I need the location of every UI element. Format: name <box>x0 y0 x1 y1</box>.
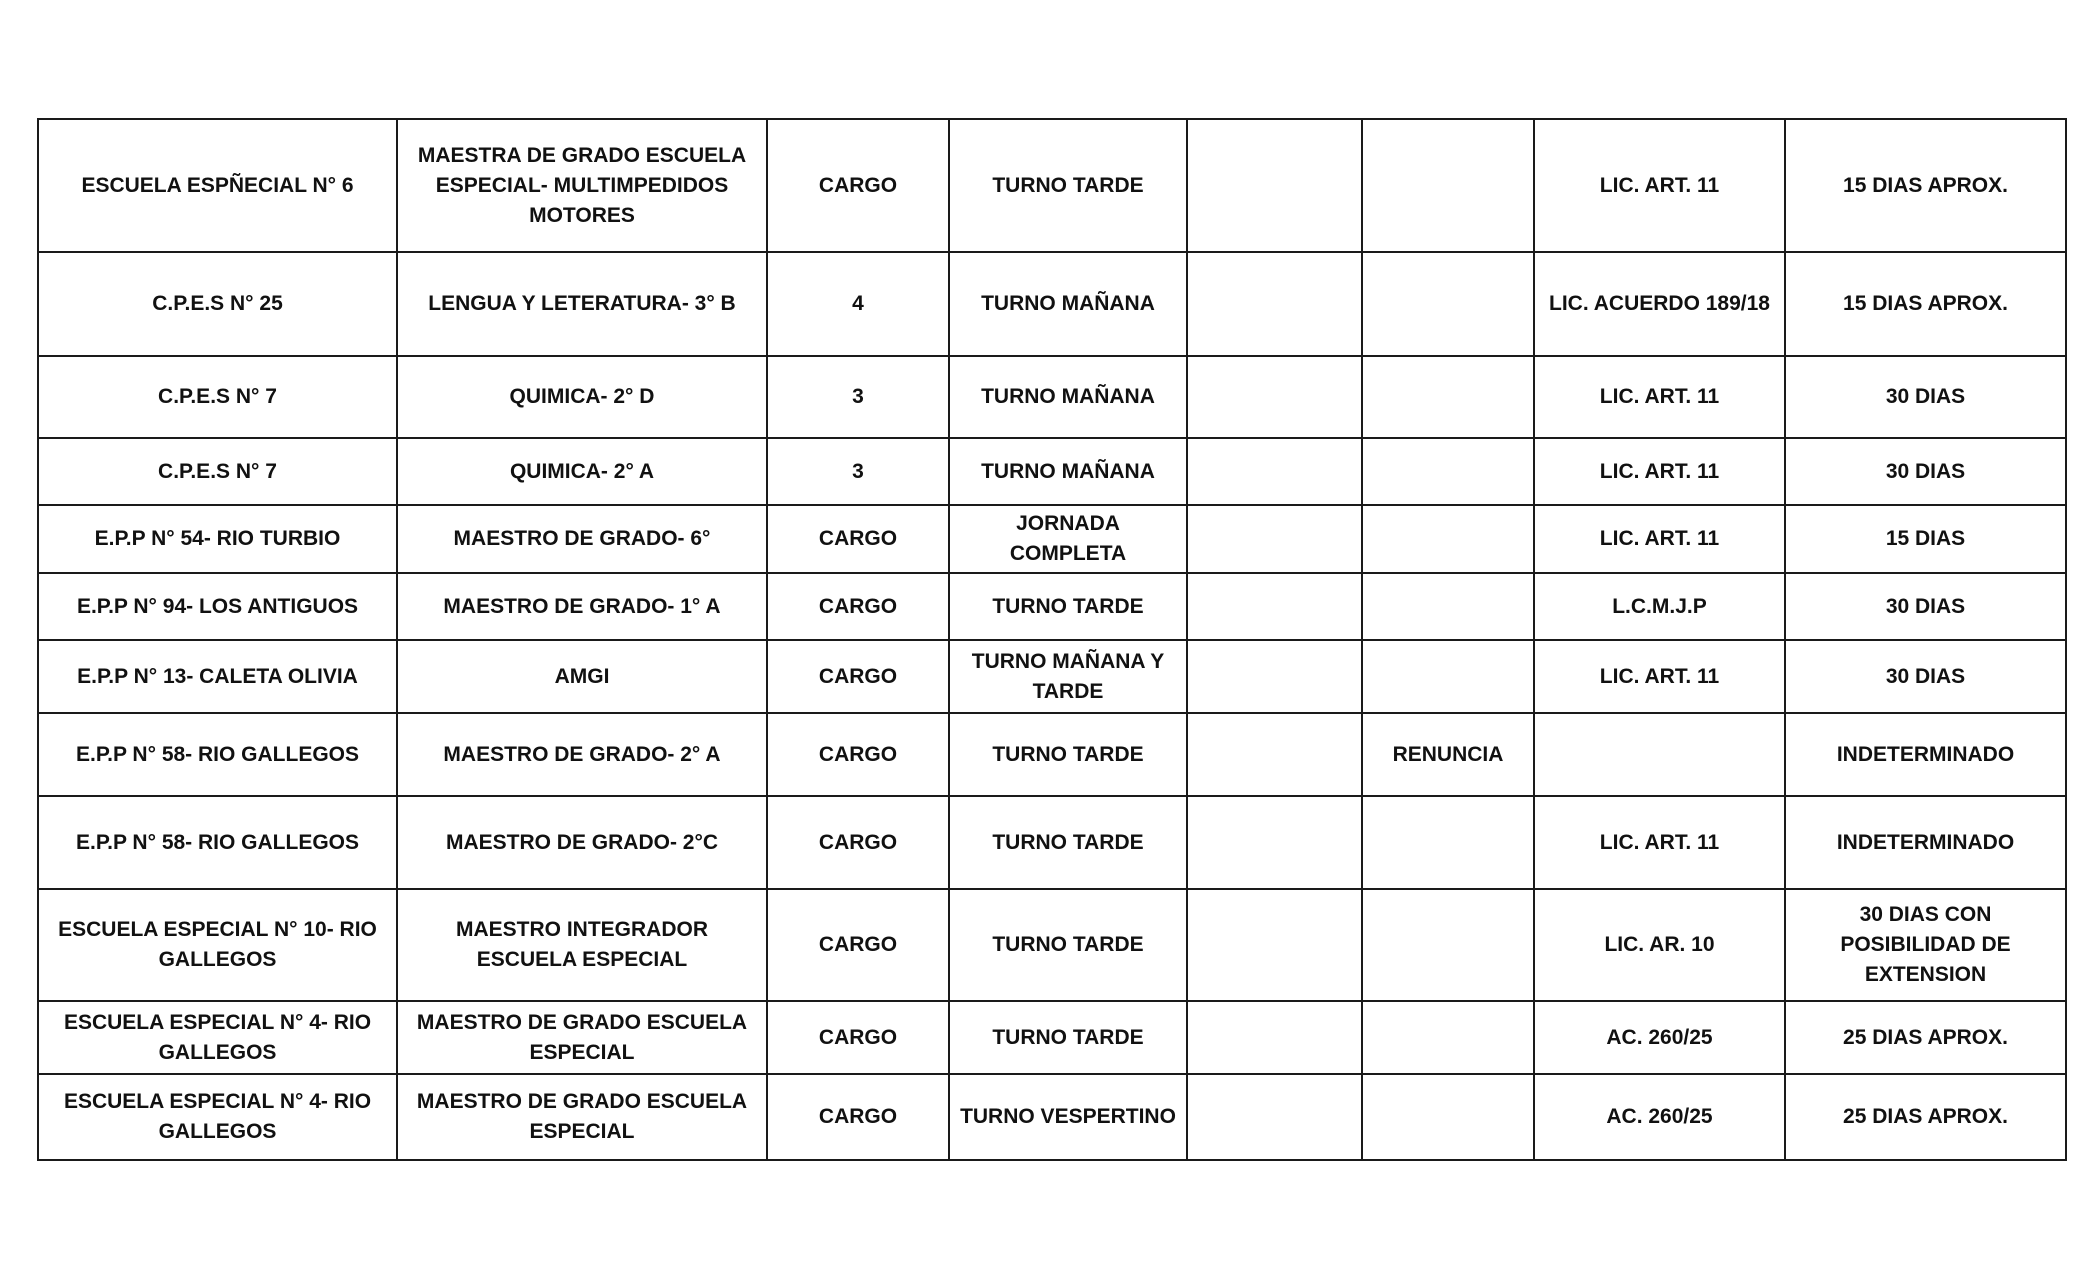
hours-cell: CARGO <box>767 573 949 640</box>
shift-cell: TURNO TARDE <box>949 1001 1187 1074</box>
table-row <box>38 119 2066 252</box>
duration-cell: 15 DIAS APROX. <box>1785 119 2066 252</box>
shift-cell: TURNO MAÑANA Y TARDE <box>949 640 1187 713</box>
blank-cell <box>1187 796 1362 889</box>
duration-cell: 30 DIAS <box>1785 573 2066 640</box>
position-cell: QUIMICA- 2° D <box>397 356 767 438</box>
license-cell: LIC. ACUERDO 189/18 <box>1534 252 1785 356</box>
blank-cell <box>1187 1074 1362 1160</box>
shift-cell: TURNO MAÑANA <box>949 356 1187 438</box>
hours-cell: CARGO <box>767 119 949 252</box>
school-cell: E.P.P N° 58- RIO GALLEGOS <box>38 713 397 796</box>
license-cell: LIC. ART. 11 <box>1534 438 1785 505</box>
hours-cell: CARGO <box>767 505 949 573</box>
reason-cell <box>1362 438 1534 505</box>
license-cell: L.C.M.J.P <box>1534 573 1785 640</box>
blank-cell <box>1187 889 1362 1001</box>
position-cell: QUIMICA- 2° A <box>397 438 767 505</box>
school-cell: E.P.P N° 13- CALETA OLIVIA <box>38 640 397 713</box>
shift-cell: TURNO TARDE <box>949 713 1187 796</box>
hours-cell: CARGO <box>767 1074 949 1160</box>
hours-cell: 3 <box>767 438 949 505</box>
position-cell: MAESTRO DE GRADO ESCUELA ESPECIAL <box>397 1001 767 1074</box>
school-cell: ESCUELA ESPECIAL N° 4- RIO GALLEGOS <box>38 1001 397 1074</box>
duration-cell: 15 DIAS APROX. <box>1785 252 2066 356</box>
reason-cell <box>1362 1074 1534 1160</box>
shift-cell: TURNO MAÑANA <box>949 252 1187 356</box>
hours-cell: 4 <box>767 252 949 356</box>
blank-cell <box>1187 119 1362 252</box>
hours-cell: CARGO <box>767 640 949 713</box>
reason-cell <box>1362 505 1534 573</box>
duration-cell: 30 DIAS <box>1785 438 2066 505</box>
position-cell: MAESTRA DE GRADO ESCUELA ESPECIAL- MULTIMPEDIDOS MOTORES <box>397 119 767 252</box>
hours-cell: CARGO <box>767 889 949 1001</box>
school-cell: C.P.E.S N° 25 <box>38 252 397 356</box>
table-row <box>38 573 2066 640</box>
blank-cell <box>1187 640 1362 713</box>
table-row <box>38 640 2066 713</box>
hours-cell: CARGO <box>767 1001 949 1074</box>
license-cell: LIC. ART. 11 <box>1534 640 1785 713</box>
license-cell: AC. 260/25 <box>1534 1074 1785 1160</box>
table-row <box>38 438 2066 505</box>
table-row <box>38 713 2066 796</box>
table-row <box>38 252 2066 356</box>
reason-cell: RENUNCIA <box>1362 713 1534 796</box>
school-cell: C.P.E.S N° 7 <box>38 356 397 438</box>
shift-cell: TURNO MAÑANA <box>949 438 1187 505</box>
hours-cell: 3 <box>767 356 949 438</box>
reason-cell <box>1362 640 1534 713</box>
hours-cell: CARGO <box>767 796 949 889</box>
table-row <box>38 1001 2066 1074</box>
license-cell: LIC. ART. 11 <box>1534 796 1785 889</box>
blank-cell <box>1187 505 1362 573</box>
shift-cell: JORNADA COMPLETA <box>949 505 1187 573</box>
reason-cell <box>1362 1001 1534 1074</box>
school-cell: ESCUELA ESPECIAL N° 10- RIO GALLEGOS <box>38 889 397 1001</box>
reason-cell <box>1362 889 1534 1001</box>
vacancy-table <box>37 118 2067 1161</box>
school-cell: ESCUELA ESPECIAL N° 4- RIO GALLEGOS <box>38 1074 397 1160</box>
blank-cell <box>1187 356 1362 438</box>
blank-cell <box>1187 438 1362 505</box>
shift-cell: TURNO TARDE <box>949 119 1187 252</box>
license-cell: LIC. ART. 11 <box>1534 356 1785 438</box>
position-cell: MAESTRO DE GRADO- 2°C <box>397 796 767 889</box>
duration-cell: 15 DIAS <box>1785 505 2066 573</box>
reason-cell <box>1362 573 1534 640</box>
position-cell: AMGI <box>397 640 767 713</box>
shift-cell: TURNO TARDE <box>949 796 1187 889</box>
position-cell: MAESTRO DE GRADO- 1° A <box>397 573 767 640</box>
position-cell: LENGUA Y LETERATURA- 3° B <box>397 252 767 356</box>
position-cell: MAESTRO DE GRADO- 2° A <box>397 713 767 796</box>
duration-cell: 30 DIAS CON POSIBILIDAD DE EXTENSION <box>1785 889 2066 1001</box>
shift-cell: TURNO TARDE <box>949 573 1187 640</box>
shift-cell: TURNO VESPERTINO <box>949 1074 1187 1160</box>
table-row <box>38 505 2066 573</box>
table-row <box>38 796 2066 889</box>
duration-cell: INDETERMINADO <box>1785 796 2066 889</box>
blank-cell <box>1187 252 1362 356</box>
hours-cell: CARGO <box>767 713 949 796</box>
reason-cell <box>1362 252 1534 356</box>
position-cell: MAESTRO INTEGRADOR ESCUELA ESPECIAL <box>397 889 767 1001</box>
school-cell: E.P.P N° 54- RIO TURBIO <box>38 505 397 573</box>
license-cell <box>1534 713 1785 796</box>
license-cell: AC. 260/25 <box>1534 1001 1785 1074</box>
reason-cell <box>1362 356 1534 438</box>
reason-cell <box>1362 119 1534 252</box>
table-body <box>38 119 2066 1160</box>
school-cell: E.P.P N° 58- RIO GALLEGOS <box>38 796 397 889</box>
duration-cell: 30 DIAS <box>1785 356 2066 438</box>
blank-cell <box>1187 713 1362 796</box>
school-cell: ESCUELA ESPÑECIAL N° 6 <box>38 119 397 252</box>
blank-cell <box>1187 1001 1362 1074</box>
position-cell: MAESTRO DE GRADO- 6° <box>397 505 767 573</box>
school-cell: C.P.E.S N° 7 <box>38 438 397 505</box>
duration-cell: 25 DIAS APROX. <box>1785 1074 2066 1160</box>
duration-cell: 30 DIAS <box>1785 640 2066 713</box>
license-cell: LIC. ART. 11 <box>1534 119 1785 252</box>
position-cell: MAESTRO DE GRADO ESCUELA ESPECIAL <box>397 1074 767 1160</box>
duration-cell: INDETERMINADO <box>1785 713 2066 796</box>
table-row <box>38 356 2066 438</box>
table-row <box>38 1074 2066 1160</box>
blank-cell <box>1187 573 1362 640</box>
reason-cell <box>1362 796 1534 889</box>
shift-cell: TURNO TARDE <box>949 889 1187 1001</box>
school-cell: E.P.P N° 94- LOS ANTIGUOS <box>38 573 397 640</box>
table-row <box>38 889 2066 1001</box>
license-cell: LIC. ART. 11 <box>1534 505 1785 573</box>
license-cell: LIC. AR. 10 <box>1534 889 1785 1001</box>
duration-cell: 25 DIAS APROX. <box>1785 1001 2066 1074</box>
